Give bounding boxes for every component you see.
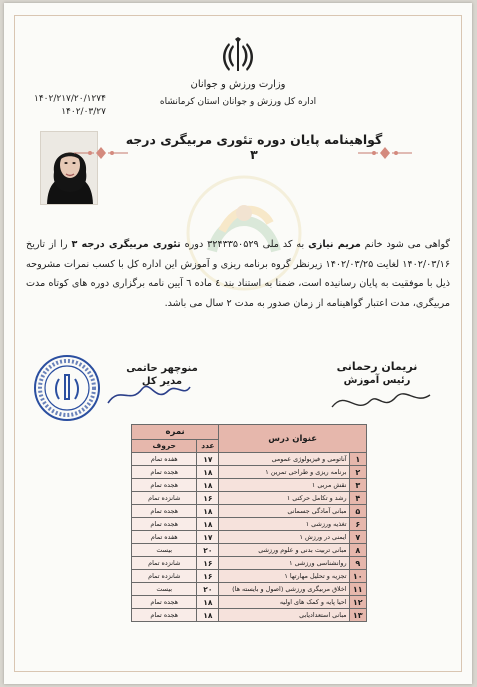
- table-row: [132, 570, 367, 583]
- grade-digits: ۱۶: [197, 570, 219, 583]
- row-number: ۸: [349, 544, 366, 557]
- table-row: [132, 518, 367, 531]
- ministry-name: وزارت ورزش و جوانان: [190, 79, 286, 90]
- row-number: ۱۳: [349, 609, 366, 622]
- grade-digits: ۱۸: [197, 596, 219, 609]
- words-column-header: حروف: [132, 439, 197, 452]
- training-head-signature-block: [302, 360, 452, 386]
- training-head-role: رئیس آموزش: [343, 375, 411, 386]
- office-name: اداره کل ورزش و جوانان استان کرمانشاه: [159, 97, 317, 107]
- table-row: [132, 544, 367, 557]
- grade-words: شانزده تمام: [132, 570, 197, 583]
- row-number: ۷: [349, 531, 366, 544]
- body-intro: گواهی می شود خانم: [360, 239, 450, 250]
- course-title: برنامه ریزی و طراحی تمرین ۱: [219, 466, 349, 479]
- table-row: [132, 492, 367, 505]
- grade-words: هجده تمام: [132, 466, 197, 479]
- digits-column-header: عدد: [197, 439, 219, 452]
- director-name: منوچهر حاتمی: [126, 363, 198, 374]
- table-row: [132, 531, 367, 544]
- course-title: اخلاق مربیگری ورزشی (اصول و بایسته ها): [219, 583, 349, 596]
- course-title: نقش مربی ۱: [219, 479, 349, 492]
- row-number: ۲: [349, 466, 366, 479]
- iran-emblem-icon: [218, 37, 258, 77]
- table-row: [132, 609, 367, 622]
- course-name: تئوری مربیگری درجه ۳: [71, 239, 181, 250]
- grade-digits: ۲۰: [197, 544, 219, 557]
- course-title: ایمنی در ورزش ۱: [219, 531, 349, 544]
- grade-digits: ۱۸: [197, 609, 219, 622]
- row-number: ۵: [349, 505, 366, 518]
- grades-table: [131, 424, 367, 622]
- table-row: [132, 583, 367, 596]
- grade-words: هجده تمام: [132, 479, 197, 492]
- grade-words: شانزده تمام: [132, 557, 197, 570]
- table-row: [132, 479, 367, 492]
- grade-digits: ۱۶: [197, 492, 219, 505]
- reference-date: ۱۴۰۲/۰۳/۲۷: [61, 107, 106, 117]
- course-title: روانشناسی ورزشی ۱: [219, 557, 349, 570]
- grade-words: هجده تمام: [132, 609, 197, 622]
- grade-digits: ۱۷: [197, 453, 219, 466]
- official-stamp: [32, 353, 102, 423]
- row-number: ۶: [349, 518, 366, 531]
- director-signature-block: [112, 363, 212, 387]
- grade-digits: ۱۸: [197, 505, 219, 518]
- course-title: تجزیه و تحلیل مهارتها ۱: [219, 570, 349, 583]
- row-number: ۱۲: [349, 596, 366, 609]
- course-title: رشد و تکامل حرکتی ۱: [219, 492, 349, 505]
- course-column-header: عنوان درس: [219, 425, 367, 453]
- grade-digits: ۱۸: [197, 466, 219, 479]
- reference-number: ۱۴۰۲/۲۱۷/۲۰/۱۲۷۴: [34, 94, 106, 104]
- reference-block: [34, 93, 106, 119]
- portrait-photo: [40, 131, 98, 205]
- course-title: احیا پایه و کمک های اولیه: [219, 596, 349, 609]
- training-head-name: نریمان رحمانی: [336, 360, 418, 373]
- table-row: [132, 557, 367, 570]
- table-row: [132, 453, 367, 466]
- grade-words: هجده تمام: [132, 505, 197, 518]
- grade-words: هجده تمام: [132, 596, 197, 609]
- row-number: ۱۱: [349, 583, 366, 596]
- director-role: مدیر کل: [141, 376, 183, 387]
- training-head-signature-scribble: [326, 385, 436, 419]
- grade-digits: ۱۸: [197, 518, 219, 531]
- row-number: ۹: [349, 557, 366, 570]
- certificate-page: [4, 3, 472, 684]
- course-title: آناتومی و فیزیولوژی عمومی: [219, 453, 349, 466]
- grade-digits: ۱۶: [197, 557, 219, 570]
- course-title: تغذیه ورزشی ۱: [219, 518, 349, 531]
- row-number: ۳: [349, 479, 366, 492]
- table-row: [132, 505, 367, 518]
- table-row: [132, 596, 367, 609]
- certificate-body: [26, 235, 450, 313]
- grade-words: هجده تمام: [132, 518, 197, 531]
- title-ornament-left: [72, 145, 130, 161]
- grade-words: هفده تمام: [132, 453, 197, 466]
- recipient-name: مریم نیازی: [308, 239, 361, 250]
- course-title: مبانی آمادگی جسمانی: [219, 505, 349, 518]
- grade-words: بیست: [132, 583, 197, 596]
- grade-words: شانزده تمام: [132, 492, 197, 505]
- row-number: ۴: [349, 492, 366, 505]
- certificate-title: گواهینامه پایان دوره تئوری مربیگری درجه ۳: [125, 132, 383, 162]
- grade-column-header: نمره: [132, 425, 219, 440]
- course-title: مبانی استعدادیابی: [219, 609, 349, 622]
- grade-words: هفده تمام: [132, 531, 197, 544]
- body-national-id: به کد ملی ۳۲۴۳۳۵۰۵۲۹ دوره: [180, 239, 309, 250]
- grade-digits: ۱۷: [197, 531, 219, 544]
- body-details: را از تاریخ ۱۴۰۲/۰۳/۱۶ لغایت ۱۴۰۲/۰۳/۲۵ زیرنظر گروه برنامه ریزی و آموزش این اداره کل با کسب نمرات مشروحه ذیل با موفقیت به پایان رسانیده است، ضمنا به استناد بند ٤ ماده ٦ آیین نامه برگزاری دوره های کوتاه مدت مربیگری، مدت اعتبار گواهینامه از زمان صدور به مدت ۲ سال می باشد.: [26, 239, 450, 309]
- row-number: ۱۰: [349, 570, 366, 583]
- grade-words: بیست: [132, 544, 197, 557]
- row-number: ۱: [349, 453, 366, 466]
- course-title: مبانی تربیت بدنی و علوم ورزشی: [219, 544, 349, 557]
- grade-digits: ۱۸: [197, 479, 219, 492]
- table-row: [132, 466, 367, 479]
- grade-digits: ۲۰: [197, 583, 219, 596]
